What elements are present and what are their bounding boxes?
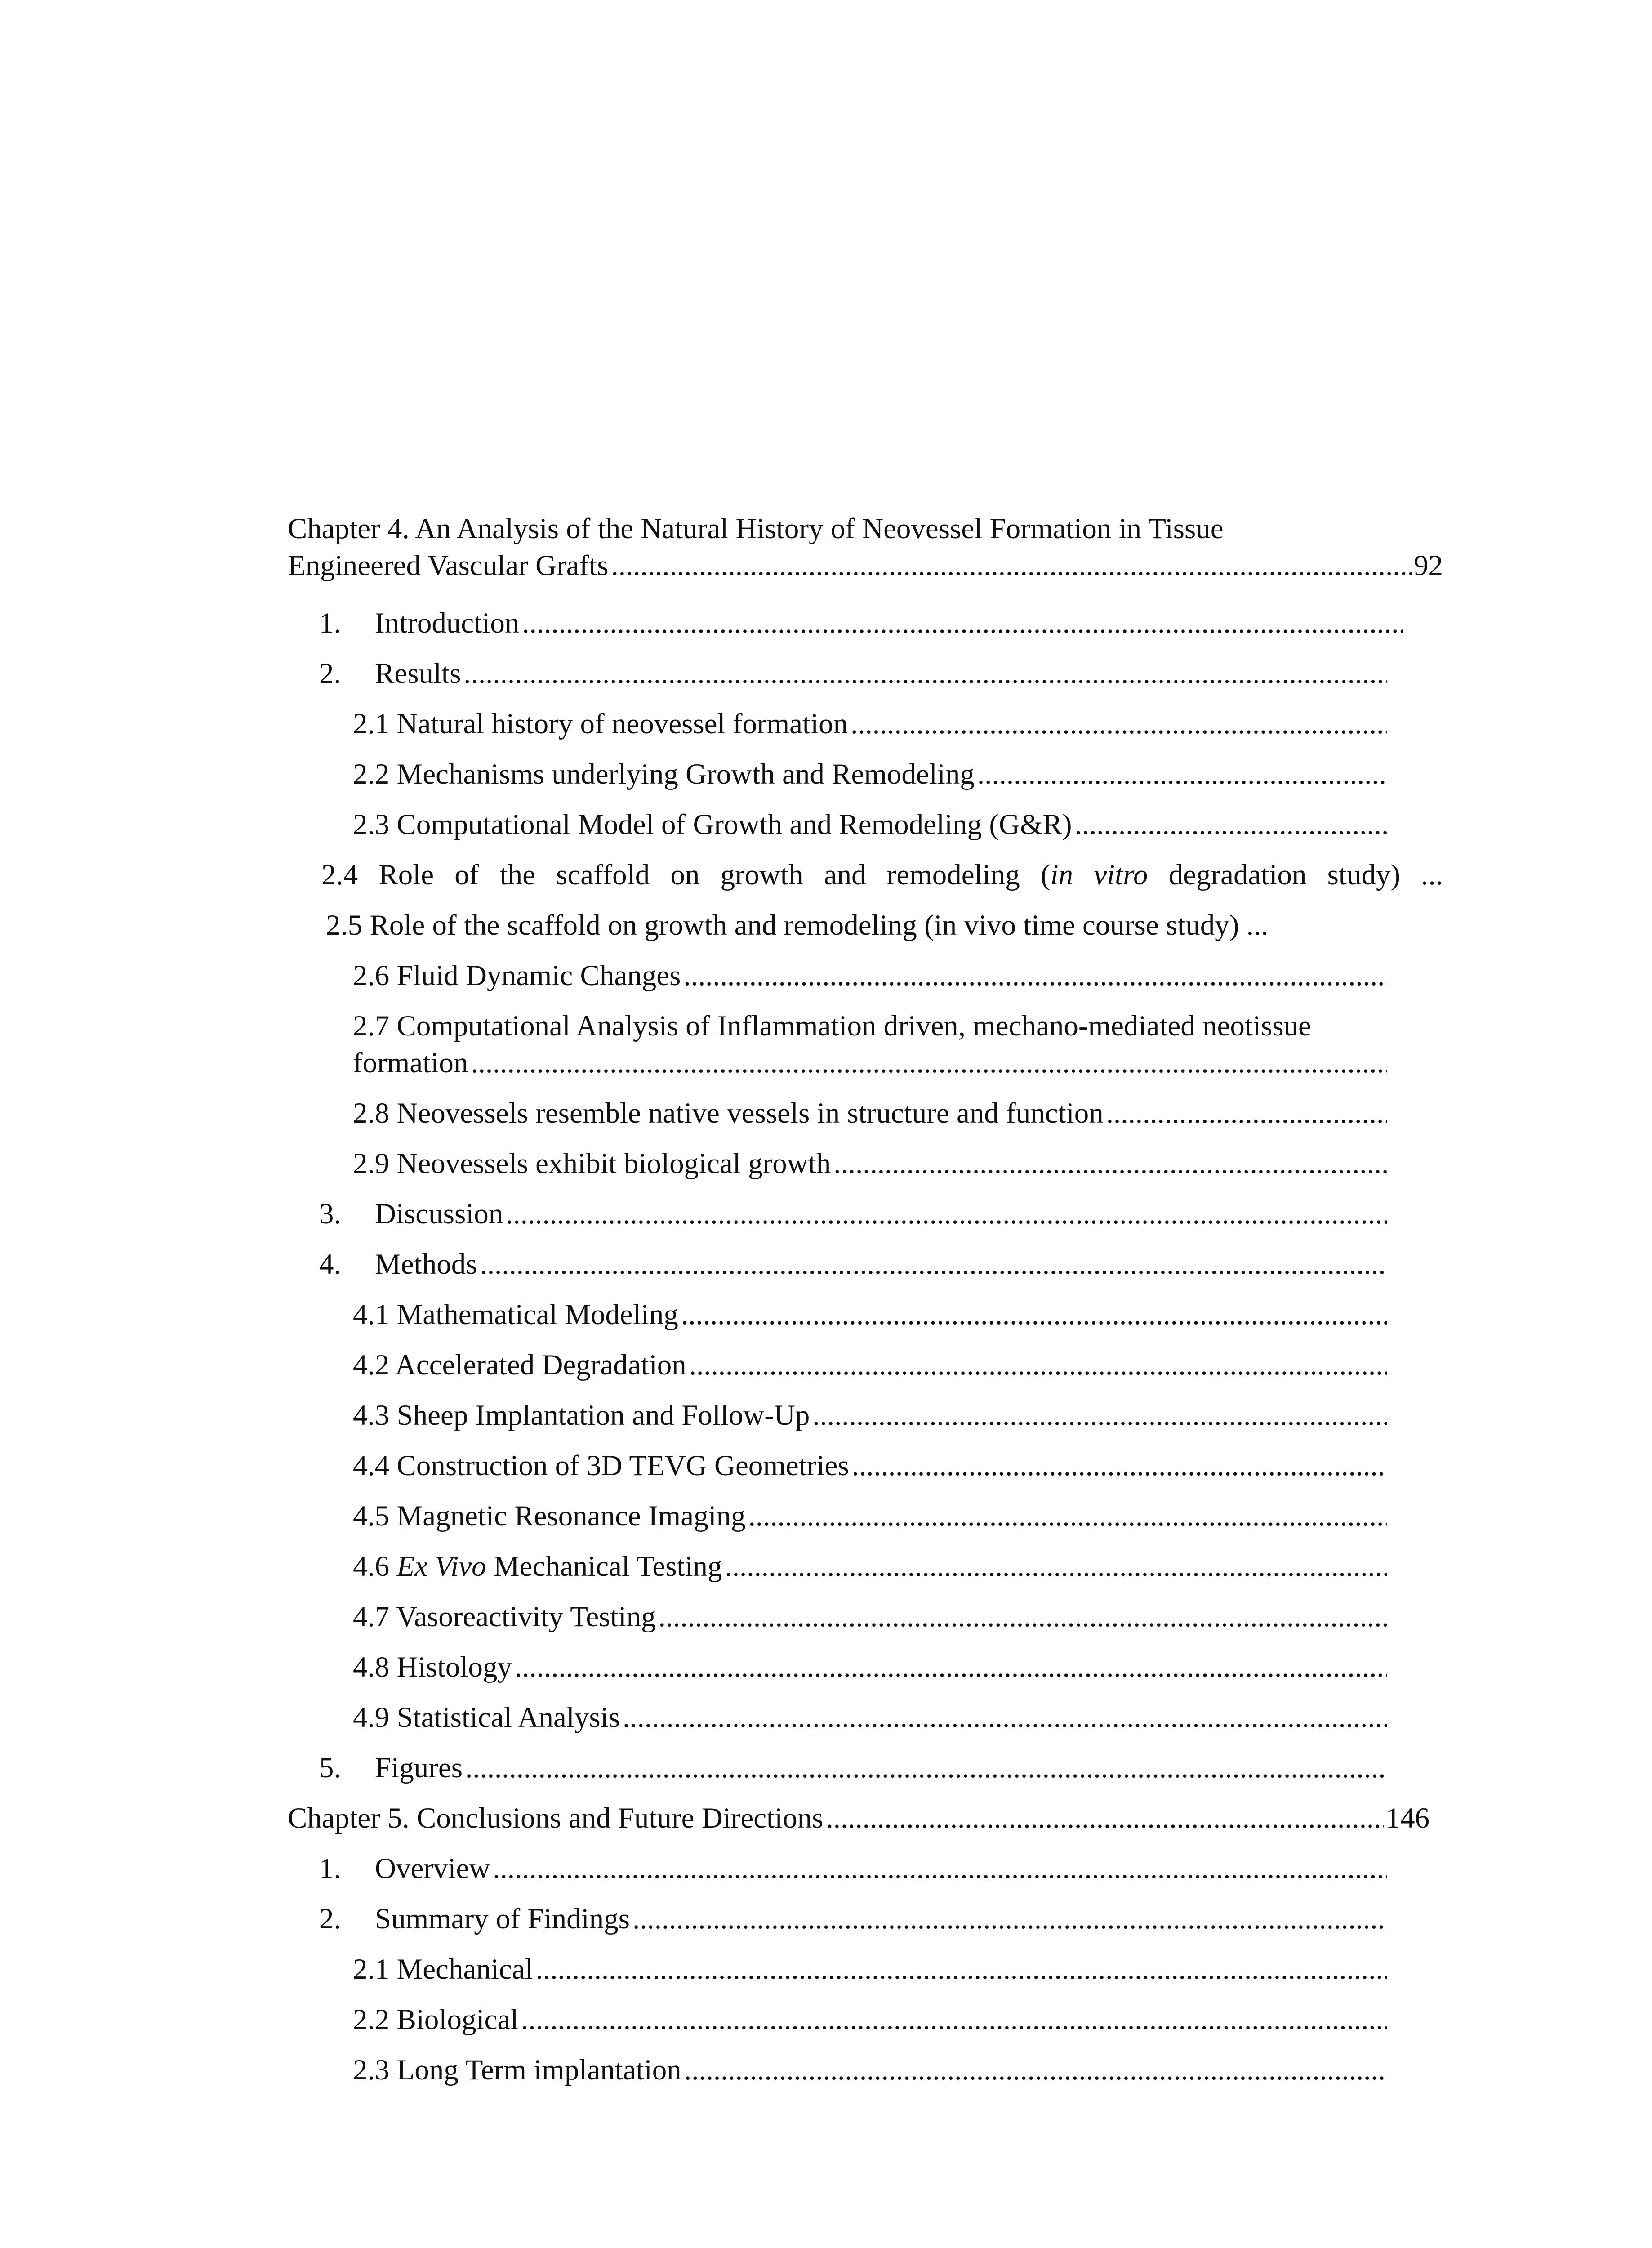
toc-title: Discussion [375,1198,503,1230]
toc-entry-discussion [319,1195,1387,1232]
toc-entry-2-7 [353,1008,1387,1081]
dot-leader [826,1800,1384,1837]
toc-title-part: 4.6 [353,1550,397,1583]
toc-entry-2-3 [353,806,1387,843]
toc-number: 3. [319,1198,341,1230]
dot-leader [463,655,1387,692]
toc-title: 2.1 Natural history of neovessel formation [353,708,848,740]
toc-title-part: Mechanical Testing [486,1550,722,1583]
dot-leader [471,1044,1387,1081]
dot-leader [681,1296,1387,1333]
toc-line [288,1800,1429,1837]
toc-chapter-4-title-line2: Engineered Vascular Grafts [288,549,609,582]
dot-leader [623,1699,1387,1736]
toc-entry-methods [319,1246,1387,1283]
dot-leader [522,605,1403,642]
toc-title: 2.6 Fluid Dynamic Changes [353,959,681,992]
toc-chapter-5-title: Chapter 5. Conclusions and Future Directions [288,1802,824,1834]
toc-title: 4.3 Sheep Implantation and Follow-Up [353,1399,810,1432]
toc-entry-ch5-2-2 [353,2001,1387,2038]
toc-line [353,1447,1387,1484]
toc-chapter-4-line2 [288,547,1443,584]
dot-leader [1075,806,1387,843]
toc-chapter-4-title-line1: Chapter 4. An Analysis of the Natural History of Neovessel Formation in Tissue [288,513,1224,545]
toc-entry-4-7 [353,1598,1387,1635]
toc-chapter-5-page: 146 [1385,1802,1429,1834]
toc-entry-ch5-2-3 [353,2052,1387,2088]
toc-entry-4-4 [353,1447,1387,1484]
toc-title: 4.9 Statistical Analysis [353,1701,620,1734]
toc-title: 2.5 Role of the scaffold on growth and remodeling (in vivo time course study) ... [326,909,1269,941]
toc-title: Methods [375,1248,477,1280]
toc-title: 4.5 Magnetic Resonance Imaging [353,1500,746,1532]
toc-line [353,2001,1387,2038]
toc-line [353,1095,1387,1132]
toc-title: 4.2 Accelerated Degradation [353,1349,686,1381]
toc-line [319,1246,1387,1283]
dot-leader [812,1397,1387,1434]
toc-line [353,1548,1387,1585]
toc-title-italic: Ex Vivo [396,1550,486,1583]
toc-chapter-4-line1 [288,510,1443,547]
toc-entry-2-1 [353,705,1387,742]
toc-line [353,1145,1387,1182]
toc-line [319,655,1387,692]
dot-leader [659,1598,1387,1635]
toc-line [353,705,1387,742]
toc-line [353,1598,1387,1635]
toc-entry-2-6 [353,957,1387,994]
dot-leader [852,1447,1387,1484]
dot-leader [611,547,1412,584]
toc-title-line1: 2.7 Computational Analysis of Inflammation driven, mechano-mediated neotissue [353,1010,1311,1042]
dot-leader [725,1548,1387,1585]
toc-entry-4-1 [353,1296,1387,1333]
toc-entry-chapter-4 [288,510,1443,584]
toc-number: 2. [319,1903,341,1935]
toc-line [353,806,1387,843]
dot-leader [833,1145,1387,1182]
dot-leader [480,1246,1387,1283]
dot-leader [850,705,1387,742]
toc-entry-4-2 [353,1347,1387,1383]
toc-title: 2.8 Neovessels resemble native vessels in structure and function [353,1097,1104,1129]
toc-entry-2-9 [353,1145,1387,1182]
toc-title: Figures [375,1752,463,1784]
toc-title: 2.2 Biological [353,2003,519,2036]
dot-leader [748,1498,1387,1534]
toc-number: 2. [319,657,341,690]
dot-leader [683,957,1387,994]
dot-leader [684,2052,1387,2088]
toc-line [353,1008,1387,1044]
toc-title: 4.4 Construction of 3D TEVG Geometries [353,1450,849,1482]
toc-entry-2-8 [353,1095,1387,1132]
toc-entry-4-6 [353,1548,1387,1585]
toc-number: 1. [319,1852,341,1885]
dot-leader [493,1850,1387,1887]
dot-leader [536,1951,1387,1988]
toc-entry-2-4 [321,856,1443,893]
toc-number: 1. [319,607,341,639]
toc-title [353,1548,722,1585]
toc-title: 2.3 Long Term implantation [353,2054,681,2086]
toc-title: 4.8 Histology [353,1651,512,1683]
toc-entry-2-2 [353,756,1387,793]
toc-line [353,1498,1387,1534]
toc-line [353,1296,1387,1333]
toc-line [353,957,1387,994]
dot-leader [465,1749,1387,1786]
toc-line [319,605,1403,642]
toc-entry-4-8 [353,1649,1387,1686]
toc-line [353,1397,1387,1434]
dot-leader [632,1900,1387,1937]
toc-entry-ch5-2-1 [353,1951,1387,1988]
toc-title: Introduction [375,607,520,639]
toc-line [353,1951,1387,1988]
toc-chapter-4-page: 92 [1414,549,1443,582]
dot-leader [515,1649,1387,1686]
toc-entry-2-5 [326,907,1427,944]
toc-line [353,756,1387,793]
dot-leader [689,1347,1387,1383]
toc-line [353,1347,1387,1383]
toc-number: 4. [319,1248,341,1280]
toc-title [321,856,1443,893]
toc-line [319,1850,1387,1887]
toc-entry-overview [319,1850,1387,1887]
toc-line [319,1900,1387,1937]
toc-line [353,1044,1387,1081]
toc-title: 2.2 Mechanisms underlying Growth and Remodeling [353,758,975,790]
toc-entry-4-5 [353,1498,1387,1534]
toc-line [353,1699,1387,1736]
toc-title: 4.7 Vasoreactivity Testing [353,1601,656,1633]
toc-title: Summary of Findings [375,1903,630,1935]
toc-entry-4-9 [353,1699,1387,1736]
toc-title-part: degradation study) ... [1148,859,1443,891]
toc-entry-chapter-5 [288,1800,1429,1837]
toc-title-line2: formation [353,1047,468,1079]
toc-title: 2.3 Computational Model of Growth and Remodeling (G&R) [353,808,1072,841]
toc-title: Results [375,657,461,690]
dot-leader [1106,1095,1387,1132]
toc-entry-figures [319,1749,1387,1786]
toc-line [353,1649,1387,1686]
toc-entry-results [319,655,1387,692]
toc-title: 2.1 Mechanical [353,1953,533,1985]
toc-title: Overview [375,1852,490,1885]
toc-title-italic: in vitro [1050,859,1148,891]
toc-entry-introduction [319,605,1403,642]
toc-entry-summary-of-findings [319,1900,1387,1937]
toc-line [353,2052,1387,2088]
toc-number: 5. [319,1752,341,1784]
toc-line [319,1195,1387,1232]
toc-title-part: 2.4 Role of the scaffold on growth and remodeling ( [321,859,1051,891]
dot-leader [506,1195,1387,1232]
toc-title: 4.1 Mathematical Modeling [353,1298,678,1331]
dot-leader [977,756,1387,793]
dot-leader [521,2001,1387,2038]
toc-entry-4-3 [353,1397,1387,1434]
toc-title: 2.9 Neovessels exhibit biological growth [353,1147,831,1180]
toc-line [319,1749,1387,1786]
